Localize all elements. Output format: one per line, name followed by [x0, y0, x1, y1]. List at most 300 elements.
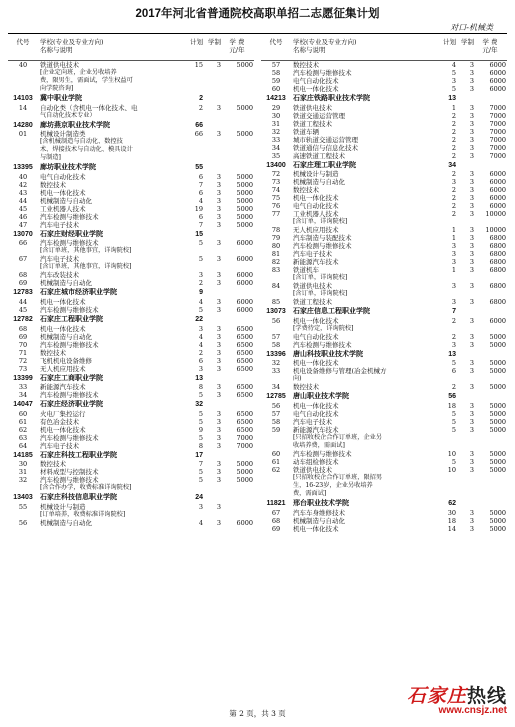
row-fee — [474, 274, 507, 282]
row-plan: 55 — [195, 164, 203, 172]
note-row — [8, 511, 254, 519]
row-system: 3 — [469, 85, 474, 93]
row-code: 14047 — [13, 401, 33, 409]
row-fee: 6800 — [489, 258, 506, 267]
major-row — [261, 525, 507, 533]
school-row — [8, 316, 254, 325]
row-code: 61 — [271, 457, 281, 466]
row-system: 3 — [216, 172, 221, 181]
major-row — [8, 333, 254, 341]
note-row — [8, 77, 254, 85]
school-row — [261, 95, 507, 104]
row-name: [含机械制造与自动化、数控技 — [40, 138, 123, 146]
row-fee: 5000 — [236, 130, 253, 139]
header-fee: 学 费 元/年 — [482, 38, 498, 54]
row-name: 汽车电子技术 — [40, 220, 79, 229]
row-fee — [474, 351, 507, 360]
row-code: 69 — [18, 279, 28, 288]
row-plan: 2 — [451, 170, 456, 179]
row-code: 63 — [18, 433, 28, 442]
row-code — [261, 490, 291, 498]
row-name: 电气自动化技术 — [40, 172, 86, 181]
row-code — [261, 482, 291, 490]
watermark-black-text: 热线 — [466, 685, 507, 707]
row-fee: 7000 — [489, 143, 506, 152]
row-fee — [474, 325, 507, 333]
row-plan: 4 — [198, 332, 203, 341]
row-name: 汽车电子技术 — [293, 417, 332, 426]
major-row — [261, 178, 507, 186]
row-name: 汽车检测与维修技术 — [40, 305, 99, 314]
row-system — [203, 112, 221, 120]
row-code: 33 — [18, 383, 28, 392]
row-code: 58 — [271, 340, 281, 349]
row-fee — [221, 289, 254, 298]
row-fee: 6000 — [489, 85, 506, 93]
row-name: 费，限男生，需面试，学生权益可 — [40, 77, 133, 84]
major-row — [8, 205, 254, 213]
row-fee — [474, 308, 507, 317]
row-code: 83 — [271, 266, 281, 275]
row-code: 60 — [271, 449, 281, 458]
row-fee: 6800 — [489, 234, 506, 243]
row-code: 79 — [271, 234, 281, 243]
row-code: 78 — [271, 226, 281, 235]
row-plan — [440, 375, 456, 383]
row-code — [8, 511, 38, 519]
row-plan: 3 — [198, 364, 203, 373]
row-fee: 7000 — [489, 103, 506, 112]
row-name: 电气自动化技术 — [293, 77, 339, 85]
row-code: 71 — [18, 348, 28, 357]
row-fee: 6500 — [236, 324, 253, 333]
row-plan — [187, 484, 203, 492]
row-system: 3 — [216, 61, 221, 69]
row-code: 73 — [271, 178, 281, 187]
row-code: 33 — [271, 135, 281, 144]
row-name: 材料成型与控制技术 — [40, 468, 99, 477]
row-fee: 5000 — [489, 516, 506, 525]
row-plan: 5 — [451, 425, 456, 434]
row-name: 石家庄财经职业学院 — [40, 230, 103, 238]
row-fee: 6000 — [236, 279, 253, 288]
row-plan: 13 — [448, 95, 456, 102]
row-plan: 3 — [198, 324, 203, 333]
row-name: 向) — [293, 375, 302, 383]
row-plan: 19 — [194, 204, 203, 213]
row-fee: 5000 — [236, 61, 253, 69]
row-name: 铁道工程技术 — [293, 119, 332, 128]
row-system — [203, 401, 221, 410]
row-plan — [187, 511, 203, 519]
row-fee — [221, 154, 254, 162]
row-code: 13403 — [13, 494, 33, 502]
row-plan: 56 — [448, 393, 456, 401]
row-code: 42 — [18, 180, 28, 189]
row-name: 石家庄铁路职业技术学院 — [293, 95, 370, 102]
row-code: 12785 — [266, 393, 286, 401]
major-row — [8, 279, 254, 287]
row-fee: 6500 — [236, 348, 253, 357]
watermark-url: www.cnsjz.net — [438, 705, 507, 716]
school-row — [261, 162, 507, 171]
row-code: 34 — [271, 143, 281, 152]
row-system: 3 — [469, 266, 474, 275]
row-fee: 7000 — [489, 135, 506, 144]
major-row — [261, 426, 507, 434]
row-code: 31 — [18, 468, 28, 477]
row-name: 汽车检测与维修技术 — [40, 433, 99, 442]
row-plan: 24 — [195, 494, 203, 502]
row-code: 77 — [271, 210, 281, 219]
row-plan: 3 — [451, 178, 456, 187]
row-fee — [221, 263, 254, 271]
row-system — [456, 482, 474, 490]
watermark-red-text: 石家庄 — [406, 685, 467, 707]
row-code: 45 — [18, 204, 28, 213]
row-name: 生，16-23岁，企业另收培养 — [293, 481, 373, 489]
row-fee: 7000 — [236, 441, 253, 450]
major-row — [8, 442, 254, 450]
row-fee — [474, 434, 507, 442]
row-code: 47 — [18, 220, 28, 229]
row-plan: 2 — [451, 119, 456, 128]
row-name: 汽车检测与维修技术 — [40, 212, 99, 221]
school-row — [261, 500, 507, 509]
row-fee — [221, 77, 254, 85]
header-name: 学校(专业及专业方向) 名称与说明 — [293, 38, 357, 54]
row-plan — [440, 442, 456, 450]
major-row — [261, 266, 507, 274]
major-row — [261, 242, 507, 250]
row-code: 12783 — [13, 289, 33, 297]
row-system: 3 — [469, 457, 474, 466]
row-fee: 5000 — [236, 188, 253, 197]
header-system: 学制 — [461, 38, 474, 46]
row-fee — [221, 503, 254, 511]
row-code: 60 — [18, 409, 28, 418]
row-name: 唐山职业技术学院 — [293, 393, 349, 401]
row-name: 机电一体化技术 — [293, 85, 339, 93]
row-code: 82 — [271, 258, 281, 267]
row-plan: 7 — [198, 460, 203, 469]
row-fee: 5000 — [236, 476, 253, 485]
row-plan: 32 — [195, 401, 203, 409]
row-system: 3 — [469, 226, 474, 235]
row-plan: 15 — [194, 61, 203, 69]
major-row — [8, 298, 254, 306]
row-fee: 6000 — [489, 61, 506, 69]
major-row — [8, 426, 254, 434]
row-name: 机械制造与自动化 — [40, 518, 92, 527]
row-fee — [221, 146, 254, 154]
row-system: 3 — [216, 383, 221, 392]
row-fee: 6500 — [236, 383, 253, 392]
major-row — [8, 306, 254, 314]
header-fee: 学 费 元/年 — [229, 38, 245, 54]
row-name: 数控技术 — [40, 460, 66, 469]
row-system: 3 — [216, 340, 221, 349]
row-fee: 6500 — [236, 409, 253, 418]
row-system: 3 — [216, 502, 221, 511]
row-plan: 8 — [198, 441, 203, 450]
row-fee — [221, 85, 254, 93]
row-system: 3 — [469, 103, 474, 112]
row-system: 3 — [216, 391, 221, 400]
row-name: [含合作办学，收费标准详询院校] — [40, 484, 132, 492]
row-code: 12782 — [13, 315, 33, 323]
row-fee: 6500 — [236, 391, 253, 400]
row-code: 13396 — [266, 350, 286, 358]
major-row — [261, 282, 507, 290]
row-fee: 7000 — [489, 111, 506, 120]
row-code: 55 — [18, 502, 28, 511]
row-name: 石家庄经济职业学院 — [40, 401, 103, 409]
row-system — [203, 122, 221, 131]
row-system: 3 — [216, 417, 221, 426]
row-code — [8, 263, 38, 271]
row-name: 气自动化技术专业） — [40, 111, 96, 119]
watermark-logo — [407, 681, 507, 716]
row-plan — [440, 474, 456, 482]
row-system: 3 — [469, 282, 474, 291]
row-fee: 6000 — [236, 271, 253, 280]
major-row — [261, 298, 507, 306]
row-code: 67 — [18, 255, 28, 264]
row-fee: 6500 — [236, 364, 253, 373]
row-name: 汽车检测与维修技术 — [293, 242, 352, 251]
major-row — [8, 365, 254, 373]
row-code — [261, 218, 291, 226]
row-system: 3 — [469, 465, 474, 474]
row-fee: 6000 — [489, 69, 506, 77]
row-fee — [474, 95, 507, 104]
row-plan: 8 — [198, 383, 203, 392]
row-plan: 3 — [451, 258, 456, 267]
row-name: 机电一体化技术 — [293, 524, 339, 533]
row-plan: 18 — [447, 401, 456, 410]
row-plan — [187, 154, 203, 162]
row-system — [203, 164, 221, 173]
row-code: 46 — [18, 212, 28, 221]
row-name: 电气自动化技术 — [293, 332, 339, 341]
row-fee — [221, 231, 254, 240]
row-plan: 5 — [198, 433, 203, 442]
row-plan — [440, 325, 456, 333]
major-row — [261, 186, 507, 194]
row-system: 3 — [469, 178, 474, 187]
row-system — [456, 393, 474, 402]
major-row — [8, 130, 254, 138]
row-name: 与制造] — [40, 154, 61, 162]
row-name: 铁道供电技术 — [293, 465, 332, 474]
row-plan — [187, 112, 203, 120]
row-fee: 5000 — [236, 212, 253, 221]
note-row — [8, 69, 254, 77]
school-row — [8, 375, 254, 384]
row-fee — [221, 112, 254, 120]
row-system — [203, 247, 221, 255]
row-plan: 4 — [198, 297, 203, 306]
row-plan: 15 — [195, 230, 203, 238]
row-name: 收培养费，需面试] — [293, 441, 345, 449]
major-row — [261, 170, 507, 178]
major-row — [261, 69, 507, 77]
row-plan: 3 — [451, 282, 456, 291]
major-row — [261, 61, 507, 69]
row-name: 数控技术 — [293, 61, 319, 69]
note-row — [8, 85, 254, 93]
row-plan — [187, 263, 203, 271]
row-code — [8, 112, 38, 120]
row-name: 新能源汽车技术 — [293, 258, 339, 267]
row-name: 机电一体化技术 — [293, 316, 339, 325]
row-system — [456, 290, 474, 298]
major-row — [261, 112, 507, 120]
major-row — [8, 357, 254, 365]
row-fee — [474, 500, 507, 509]
row-name: 石家庄工商职业学院 — [40, 374, 103, 382]
row-code: 85 — [271, 298, 281, 307]
major-row — [261, 85, 507, 93]
row-system — [203, 375, 221, 384]
row-plan — [187, 247, 203, 255]
row-plan: 5 — [198, 476, 203, 485]
row-code: 29 — [271, 103, 281, 112]
major-row — [261, 120, 507, 128]
row-system: 3 — [469, 524, 474, 533]
note-row — [261, 482, 507, 490]
row-plan: 22 — [195, 315, 203, 323]
row-fee: 5000 — [236, 220, 253, 229]
row-plan: 4 — [198, 518, 203, 527]
note-row — [261, 442, 507, 450]
school-row — [8, 289, 254, 298]
major-row — [261, 383, 507, 391]
row-plan: 3 — [451, 242, 456, 251]
row-plan — [440, 290, 456, 298]
row-fee: 6000 — [236, 297, 253, 306]
row-code — [8, 484, 38, 492]
row-plan: 66 — [195, 121, 203, 129]
row-plan: 30 — [447, 508, 456, 517]
row-system: 3 — [216, 130, 221, 139]
row-system: 3 — [469, 194, 474, 203]
row-plan: 2 — [198, 279, 203, 288]
note-row — [261, 290, 507, 298]
row-fee: 6000 — [489, 77, 506, 85]
row-system — [203, 138, 221, 146]
row-system: 3 — [469, 234, 474, 243]
row-plan: 3 — [451, 298, 456, 307]
row-code — [8, 146, 38, 154]
row-fee: 6000 — [489, 178, 506, 187]
row-system — [456, 162, 474, 171]
row-code: 73 — [18, 364, 28, 373]
row-plan: 5 — [198, 255, 203, 264]
row-system — [203, 154, 221, 162]
major-row — [261, 410, 507, 418]
row-plan: 34 — [448, 161, 456, 169]
row-name: 邢台职业技术学院 — [293, 499, 349, 507]
row-system: 3 — [216, 239, 221, 248]
table-header — [8, 38, 254, 61]
row-fee: 5000 — [489, 340, 506, 349]
row-fee: 6500 — [236, 340, 253, 349]
major-row — [8, 197, 254, 205]
row-code — [8, 138, 38, 146]
major-row — [261, 202, 507, 210]
row-plan: 2 — [451, 186, 456, 195]
row-name: 无人机应用技术 — [293, 226, 339, 235]
row-code: 14280 — [13, 121, 33, 129]
row-fee: 5000 — [489, 401, 506, 410]
row-system: 3 — [469, 151, 474, 160]
row-code: 14185 — [13, 451, 33, 459]
row-fee: 6000 — [489, 316, 506, 325]
row-fee: 7000 — [236, 433, 253, 442]
page-subtitle: 对口-机械类 — [450, 23, 493, 32]
row-system: 3 — [216, 279, 221, 288]
row-fee — [474, 442, 507, 450]
row-fee: 6800 — [489, 242, 506, 251]
row-code — [261, 442, 291, 450]
row-system: 3 — [216, 103, 221, 112]
row-code: 67 — [271, 508, 281, 517]
row-name: 机电一体化技术 — [40, 425, 86, 434]
note-row — [261, 325, 507, 333]
major-row — [261, 194, 507, 202]
row-fee: 6500 — [236, 332, 253, 341]
row-code: 72 — [271, 170, 281, 179]
row-code: 76 — [271, 202, 281, 211]
row-fee: 5000 — [236, 204, 253, 213]
school-row — [8, 95, 254, 104]
row-plan — [440, 274, 456, 282]
row-name: 廊坊职业技术学院 — [40, 164, 96, 172]
row-code: 01 — [18, 130, 28, 139]
row-fee: 6800 — [489, 250, 506, 259]
row-system: 3 — [216, 297, 221, 306]
row-system — [203, 77, 221, 85]
row-system: 3 — [216, 305, 221, 314]
major-row — [8, 213, 254, 221]
row-name: 石家庄科技工程职业学院 — [40, 451, 117, 459]
row-plan: 2 — [451, 135, 456, 144]
row-plan: 2 — [198, 103, 203, 112]
row-name: 机械制造与自动化 — [40, 279, 92, 288]
row-plan: 10 — [447, 465, 456, 474]
row-fee: 7000 — [489, 151, 506, 160]
row-code: 13399 — [13, 374, 33, 382]
row-system: 3 — [469, 250, 474, 259]
row-plan: 5 — [451, 417, 456, 426]
row-system: 3 — [469, 111, 474, 120]
major-row — [8, 104, 254, 112]
major-row — [8, 221, 254, 229]
row-system — [203, 316, 221, 325]
row-system — [203, 69, 221, 77]
row-fee: 6500 — [236, 425, 253, 434]
row-fee — [221, 316, 254, 325]
row-fee: 6500 — [236, 417, 253, 426]
major-row — [8, 181, 254, 189]
row-name: 汽车检测与维修技术 — [40, 391, 99, 400]
major-row — [261, 317, 507, 325]
row-name: 唐山科技职业技术学院 — [293, 350, 363, 358]
row-fee: 6000 — [489, 202, 506, 211]
row-system: 3 — [469, 170, 474, 179]
